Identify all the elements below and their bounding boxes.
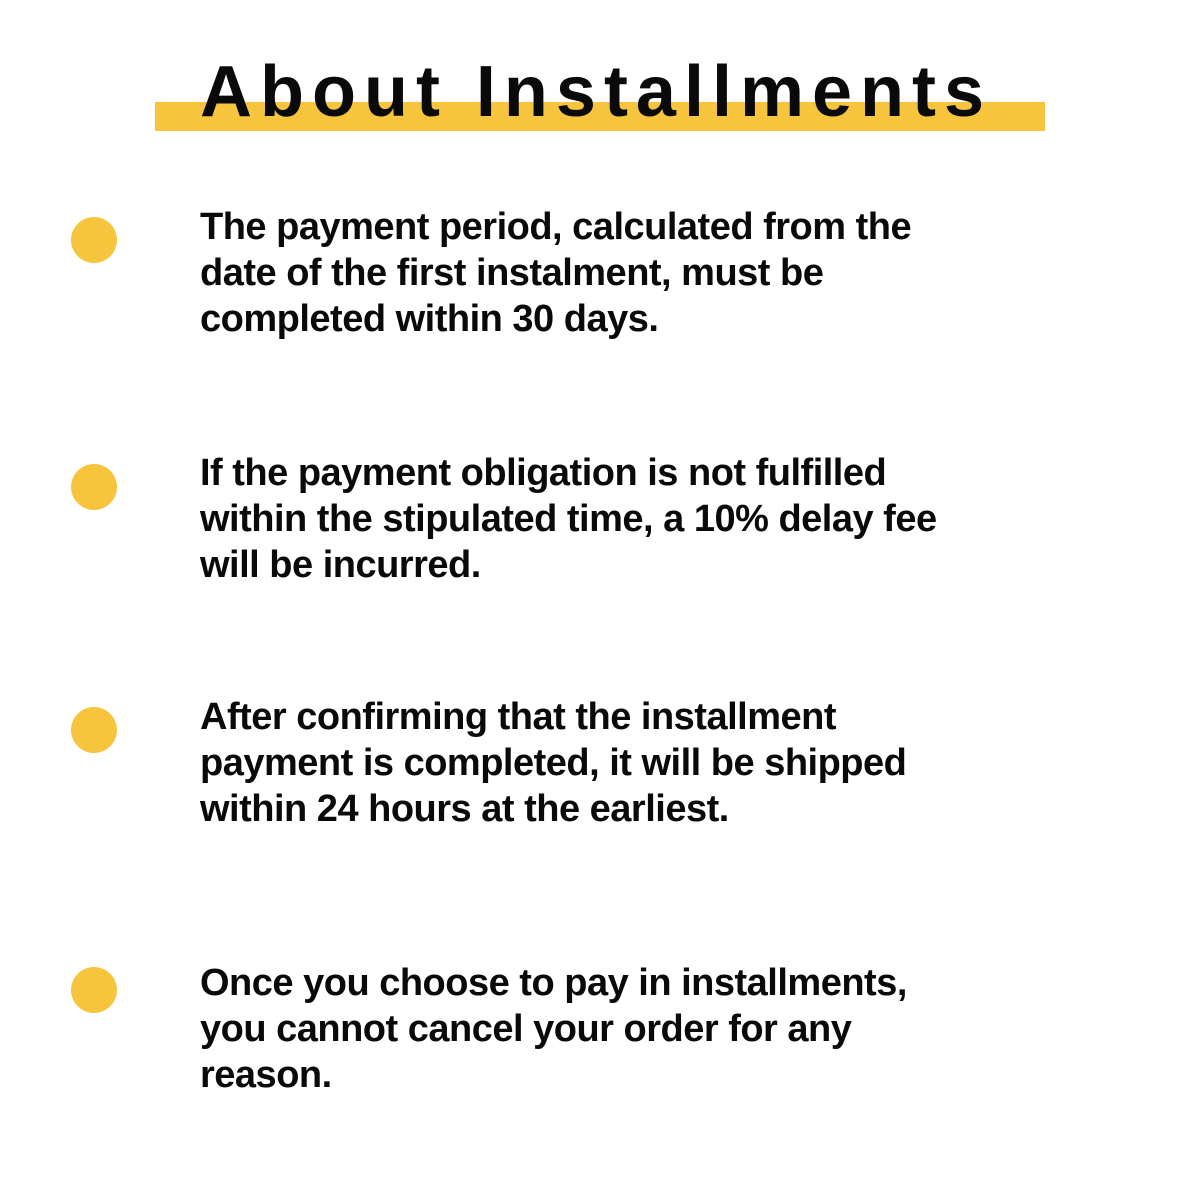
list-item-line: payment is completed, it will be shipped (200, 742, 907, 784)
list-item (200, 204, 1160, 342)
list-item (200, 960, 1160, 1098)
list-item-line: within 24 hours at the earliest. (200, 788, 729, 830)
list-item-line: The payment period, calculated from the (200, 206, 912, 248)
list-item-line: Once you choose to pay in installments, (200, 962, 907, 1004)
bullet-dot-icon (71, 464, 117, 510)
list-item-line: If the payment obligation is not fulfilled (200, 452, 887, 494)
list-item-line: reason. (200, 1054, 332, 1096)
list-item (200, 450, 1160, 588)
list-item-line: date of the first instalment, must be (200, 252, 824, 294)
list-item-line: you cannot cancel your order for any (200, 1008, 852, 1050)
list-item-line: After confirming that the installment (200, 696, 836, 738)
list-item-line: will be incurred. (200, 544, 481, 586)
bullet-dot-icon (71, 217, 117, 263)
page-title: About Installments (200, 52, 993, 132)
list-item-line: within the stipulated time, a 10% delay fee (200, 498, 937, 540)
list-item (200, 694, 1160, 832)
bullet-dot-icon (71, 967, 117, 1013)
list-item-line: completed within 30 days. (200, 298, 659, 340)
bullet-dot-icon (71, 707, 117, 753)
